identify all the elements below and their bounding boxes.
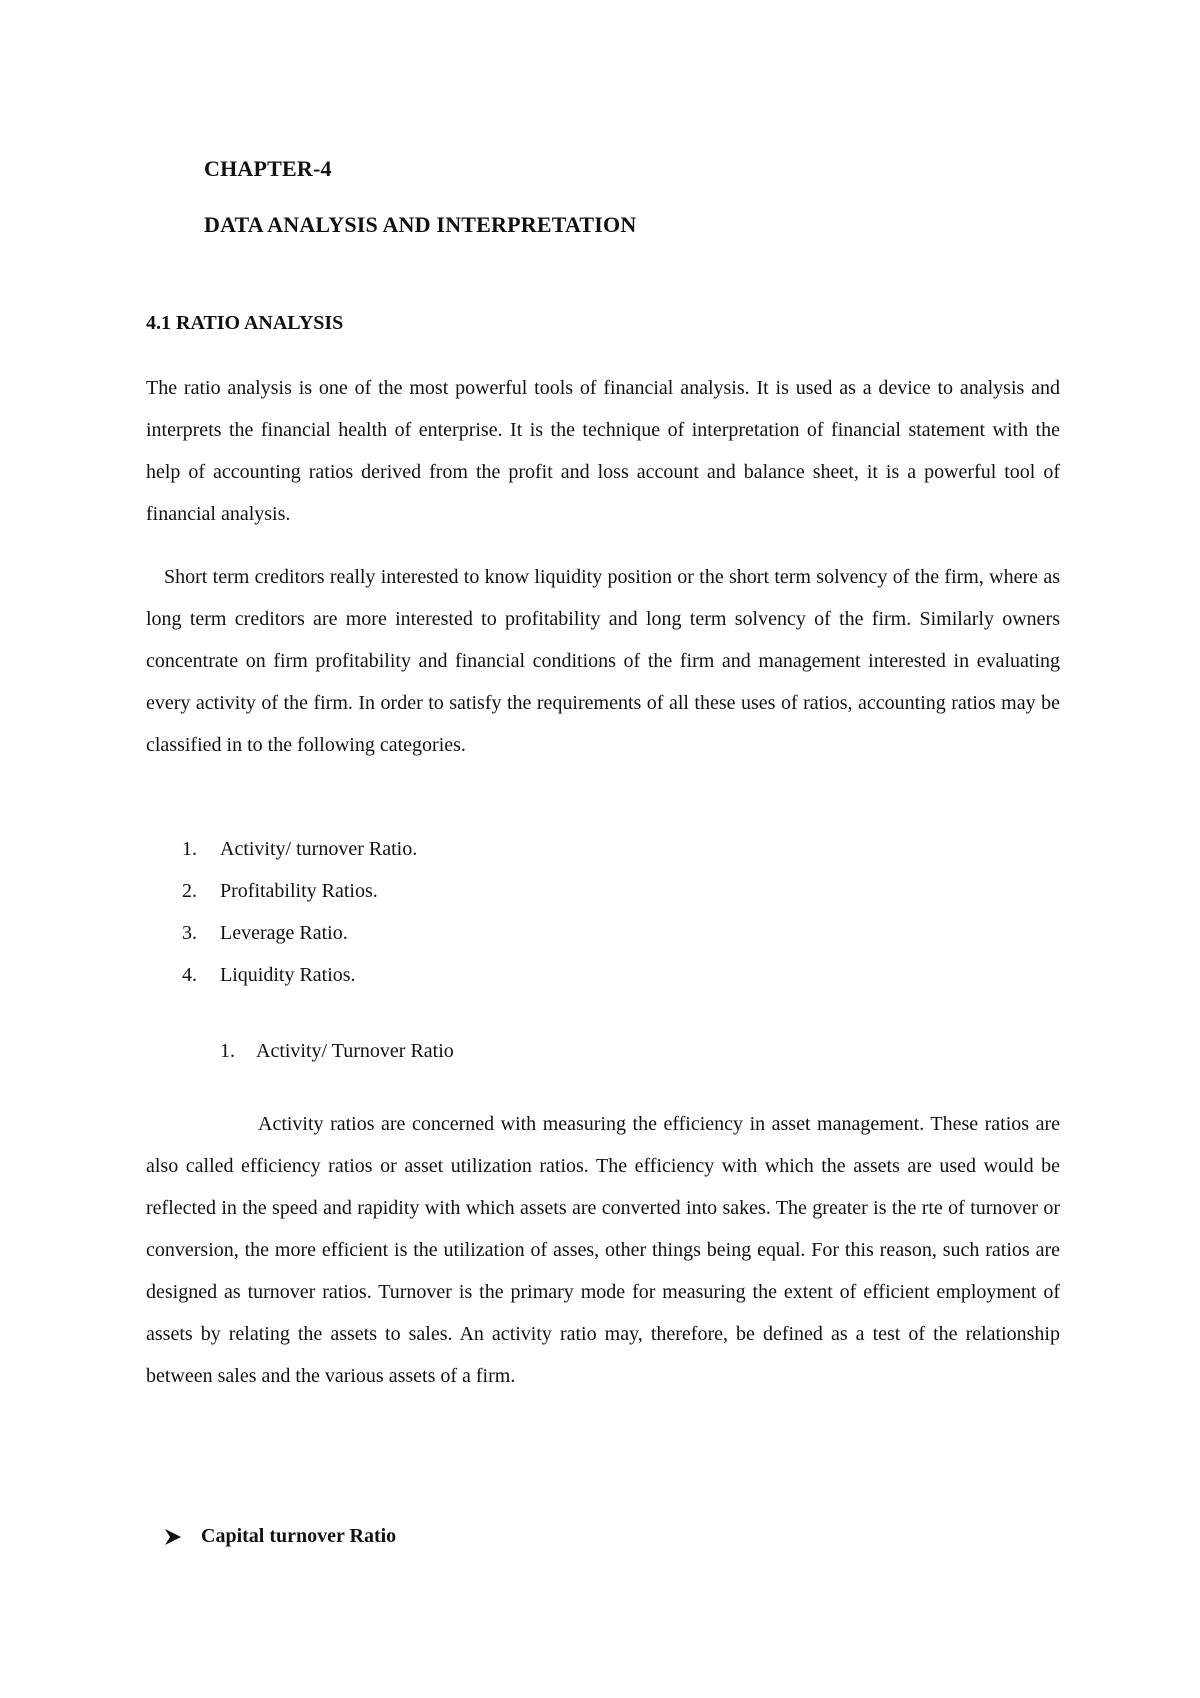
list-item (146, 912, 417, 954)
paragraph-activity-ratios: Activity ratios are concerned with measuring the efficiency in asset management. These ratios are also called efficiency ratios or asset utilization ratios. The efficiency with which the assets are used would be reflected in the speed and rapidity with which assets are converted into sakes. The greater is the rte of turnover or conversion, the more efficient is the utilization of asses, other things being equal. For this reason, such ratios are designed as turnover ratios. Turnover is the primary mode for measuring the extent of efficient employment of assets by relating the assets to sales. An activity ratio may, therefore, be defined as a test of the relationship between sales and the various assets of a firm. (146, 1113, 1060, 1387)
chapter-title: CHAPTER-4 (204, 156, 332, 181)
activity-ratio-subheading (220, 1040, 454, 1063)
chapter-subtitle: DATA ANALYSIS AND INTERPRETATION (204, 212, 637, 237)
capital-turnover-label: Capital turnover Ratio (201, 1525, 397, 1547)
list-item-number: 4. (182, 964, 197, 986)
list-item-label: Liquidity Ratios. (220, 964, 356, 986)
paragraph-ratio-analysis: The ratio analysis is one of the most powerful tools of financial analysis. It is used as a device to analysis and interprets the financial health of enterprise. It is the technique of interpretation of financial statement with the help of accounting ratios derived from the profit and loss account and balance sheet, it is a powerful tool of financial analysis. (146, 377, 1060, 525)
list-item-number: 2. (182, 880, 197, 902)
list-item-label: Profitability Ratios. (220, 880, 378, 902)
list-item-number: 1. (182, 838, 197, 860)
categories-list (146, 828, 417, 996)
capital-turnover-heading (163, 1525, 396, 1548)
subheading-number: 1. (220, 1040, 235, 1062)
list-item (146, 954, 417, 996)
list-item (146, 828, 417, 870)
paragraph-creditors: Short term creditors really interested to know liquidity position or the short term solvency of the firm, where as long term creditors are more interested to profitability and long term solvency of the firm. Similarly owners concentrate on firm profitability and financial conditions of the firm and management interested in evaluating every activity of the firm. In order to satisfy the requirements of all these uses of ratios, accounting ratios may be classified in to the following categories. (146, 566, 1060, 756)
section-heading: 4.1 RATIO ANALYSIS (146, 312, 344, 334)
subheading-label: Activity/ Turnover Ratio (256, 1040, 454, 1062)
arrow-bullet-icon (163, 1527, 183, 1547)
list-item (146, 870, 417, 912)
list-item-label: Activity/ turnover Ratio. (220, 838, 418, 860)
list-item-label: Leverage Ratio. (220, 922, 348, 944)
list-item-number: 3. (182, 922, 197, 944)
